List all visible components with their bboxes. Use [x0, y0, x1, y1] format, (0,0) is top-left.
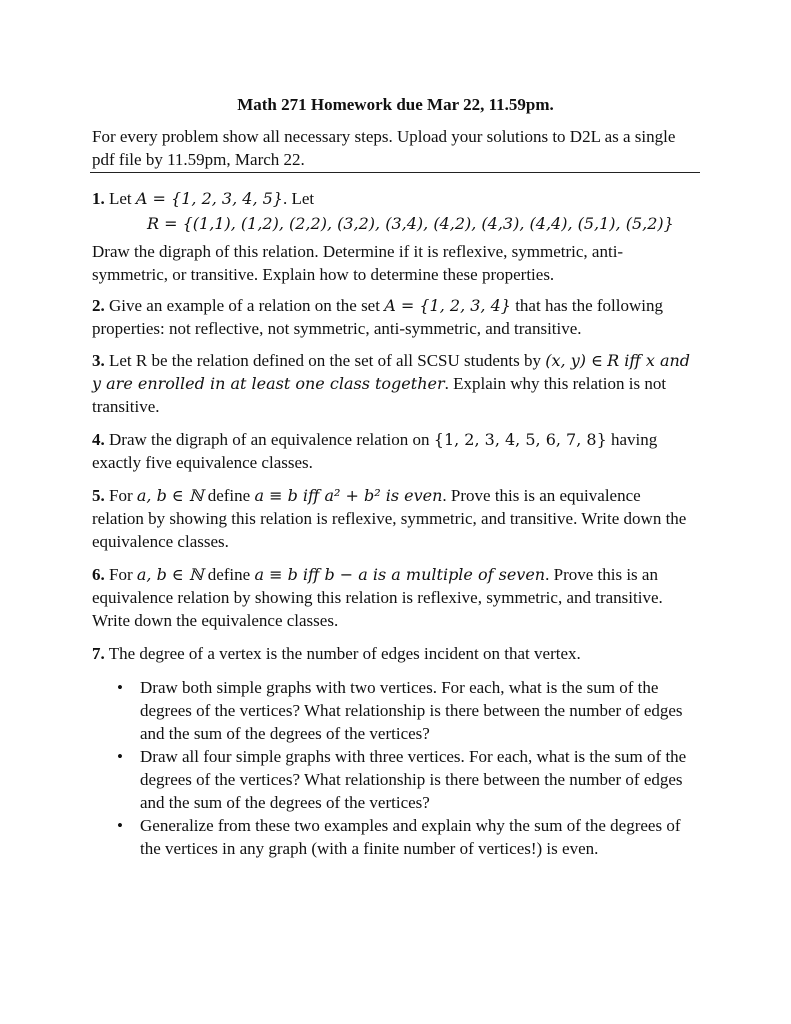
math-set-a: A = {1, 2, 3, 4, 5}: [135, 189, 283, 208]
problem-text: For: [109, 486, 137, 505]
problem-number: 1.: [92, 189, 105, 208]
problem-3: [92, 349, 692, 418]
math-domain: a, b ∈ ℕ: [136, 565, 204, 584]
list-item-text: Generalize from these two examples and explain why the sum of the degrees of the vertices in any graph (with a finite number of vertices!) is even.: [140, 816, 681, 858]
bullet-icon: •: [117, 816, 123, 835]
problem-number: 7.: [92, 644, 105, 663]
math-pair: (x, y) ∈: [545, 351, 603, 370]
page-title: Math 271 Homework due Mar 22, 11.59pm.: [237, 95, 554, 114]
problem-text: that has the following properties: not reflective, not symmetric, anti-symmetric, and transitive.: [92, 296, 663, 338]
bullet-icon: •: [117, 678, 123, 697]
problem-2: [92, 294, 692, 340]
problem-text: The degree of a vertex is the number of edges incident on that vertex.: [108, 644, 581, 663]
problem-text: Let: [109, 189, 136, 208]
problem-text: . Let: [282, 189, 315, 208]
problem-7-bullets: [92, 676, 702, 860]
math-set-a: A = {1, 2, 3, 4}: [384, 296, 511, 315]
problem-6: [92, 563, 692, 632]
problem-text: having exactly five equivalence classes.: [92, 430, 658, 472]
math-relation-def: a ≡ b iff b − a is a multiple of seven: [254, 565, 546, 584]
instructions: For every problem show all necessary steps. Upload your solutions to D2L as a single pdf file by 11.59pm, March 22.: [92, 127, 676, 169]
list-item-text: Draw both simple graphs with two vertices. For each, what is the sum of the degrees of the vertices? What relationship is there between the number of edges and the sum of the degrees of the vertices?: [140, 678, 683, 743]
math-relation-def: R iff x and y are enrolled in at least one class together: [92, 351, 691, 393]
problem-text: . Explain why this relation is not transitive.: [92, 374, 667, 416]
problem-text: . Prove this is an equivalence relation by showing this relation is reflexive, symmetric, and transitive. Write down the equivalence classes.: [92, 486, 687, 551]
problem-7: [92, 642, 692, 665]
divider: [90, 172, 700, 173]
list-item: [92, 745, 702, 814]
list-item-text: Draw all four simple graphs with three vertices. For each, what is the sum of the degrees of the vertices? What relationship is there between the number of edges and the sum of the degrees of the vertices?: [140, 747, 687, 812]
math-set: {1, 2, 3, 4, 5, 6, 7, 8}: [433, 430, 607, 449]
list-item: [92, 814, 702, 860]
problem-number: 3.: [92, 351, 105, 370]
problem-text: . Prove this is an equivalence relation by showing this relation is reflexive, symmetric, and transitive. Write down the equivalence classes.: [92, 565, 663, 630]
problem-number: 2.: [92, 296, 105, 315]
list-item: [92, 676, 702, 745]
bullet-icon: •: [117, 747, 123, 766]
problem-text: For: [109, 565, 137, 584]
problem-text: Let R be the relation defined on the set of all SCSU students by: [109, 351, 546, 370]
math-domain: a, b ∈ ℕ: [136, 486, 204, 505]
math-relation-def: a ≡ b iff a² + b² is even: [254, 486, 443, 505]
problem-text: define: [203, 565, 255, 584]
problem-number: 4.: [92, 430, 105, 449]
problem-number: 6.: [92, 565, 105, 584]
problem-4: [92, 428, 692, 474]
problem-1-body: Draw the digraph of this relation. Determine if it is reflexive, symmetric, anti-symmetric, or transitive. Explain how to determine these properties.: [92, 242, 624, 284]
problem-text: Give an example of a relation on the set: [109, 296, 385, 315]
problem-1: [92, 187, 692, 235]
problem-text: Draw the digraph of an equivalence relation on: [109, 430, 434, 449]
math-relation-r: R = {(1,1), (1,2), (2,2), (3,2), (3,4), (4,2), (4,3), (4,4), (5,1), (5,2)}: [147, 214, 674, 233]
problem-number: 5.: [92, 486, 105, 505]
problem-text: define: [203, 486, 255, 505]
problem-5: [92, 484, 692, 553]
